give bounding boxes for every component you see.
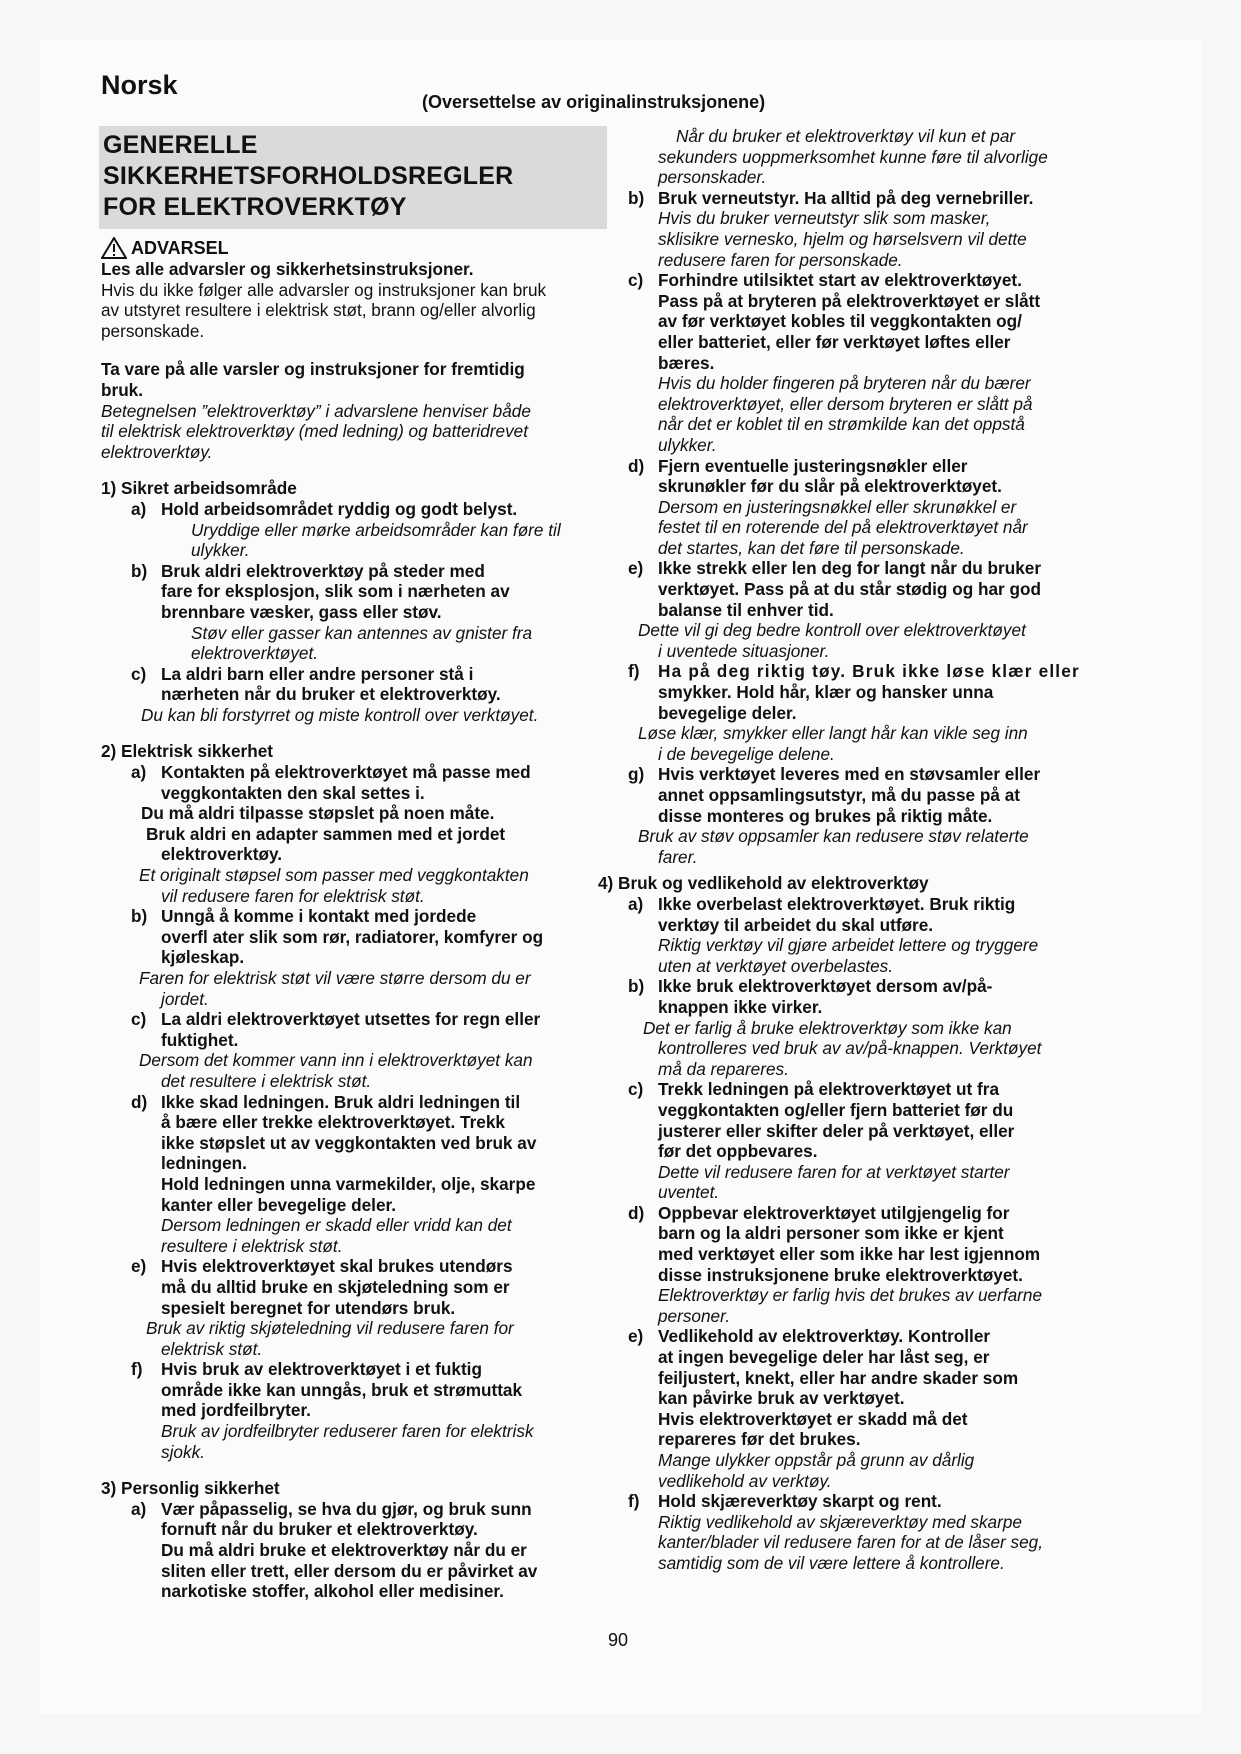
item-note: Riktig vedlikehold av skjæreverktøy med skarpe xyxy=(658,1511,1022,1532)
item-note: det resultere i elektrisk støt. xyxy=(161,1070,372,1091)
list-item: a) Kontakten på elektroverktøyet må passe med veggkontakten den skal settes i. xyxy=(131,762,531,803)
item-note: Hvis du bruker verneutstyr slik som masker, xyxy=(658,208,991,229)
section-banner xyxy=(99,126,607,229)
item-note: Et originalt støpsel som passer med veggkontakten xyxy=(139,865,529,886)
item-note: det startes, kan det føre til personskade. xyxy=(658,537,965,558)
section-title: 2) Elektrisk sikkerhet xyxy=(101,741,273,762)
item-note: Løse klær, smykker eller langt hår kan vikle seg inn xyxy=(638,723,1028,744)
item-note: kanter/blader vil redusere faren for at de låser seg, xyxy=(658,1532,1044,1553)
item-note: jordet. xyxy=(161,988,209,1009)
warning-label: ADVARSEL xyxy=(131,237,229,258)
list-item: d) Oppbevar elektroverktøyet utilgjengelig for barn og la aldri personer som ikke er kjent med verktøyet eller som ikke har lest igjennom disse instruksjonene bruke elektroverktøyet. xyxy=(628,1202,1041,1285)
item-note: Uryddige eller mørke arbeidsområder kan føre til xyxy=(191,519,561,540)
list-item: b) Bruk verneutstyr. Ha alltid på deg vernebriller. xyxy=(628,187,1034,208)
item-note: Når du bruker et elektroverktøy vil kun et par xyxy=(676,126,1016,146)
list-item: f) Hvis bruk av elektroverktøyet i et fuktig område ikke kan unngås, bruk et strømuttak med jordfeilbryter. xyxy=(131,1359,523,1421)
keep-text: elektroverktøy. xyxy=(101,441,213,462)
banner-line: FOR ELEKTROVERKTØY xyxy=(103,193,407,221)
item-note: redusere faren for personskade. xyxy=(658,249,903,270)
item-note: Du kan bli forstyrret og miste kontroll over verktøyet. xyxy=(141,704,539,725)
list-item: e) Vedlikehold av elektroverktøy. Kontroller at ingen bevegelige deler har låst seg, er feiljustert, knekt, eller har andre skader som kan påvirke bruk av verktøyet. Hvis elektroverktøyet er skadd må det repareres før det brukes. xyxy=(628,1326,1019,1450)
warning-text: Hvis du ikke følger alle advarsler og instruksjoner kan bruk xyxy=(101,279,547,300)
item-note: Bruk av riktig skjøteledning vil redusere faren for xyxy=(146,1318,514,1339)
item-note: i de bevegelige delene. xyxy=(658,743,835,764)
item-note: elektrisk støt. xyxy=(161,1338,263,1359)
item-note: vil redusere faren for elektrisk støt. xyxy=(161,885,425,906)
item-note: festet til en roterende del på elektroverktøyet når xyxy=(658,517,1028,538)
warning-heading: Les alle advarsler og sikkerhetsinstruksjoner. xyxy=(101,259,474,279)
left-column xyxy=(101,126,621,1602)
item-note: sklisikre vernesko, hjelm og hørselsvern vil dette xyxy=(658,228,1027,249)
item-note: Dette vil redusere faren for at verktøyet starter xyxy=(658,1161,1010,1182)
right-column xyxy=(598,126,1148,1574)
item-text: Bruk aldri en adapter sammen med et jordet xyxy=(146,823,506,844)
banner-line: SIKKERHETSFORHOLDSREGLER xyxy=(103,162,514,190)
list-item: b) Bruk aldri elektroverktøy på steder med fare for eksplosjon, slik som i nærheten av brennbare væsker, gass eller støv. xyxy=(131,560,510,622)
list-item: f) Hold skjæreverktøy skarpt og rent. xyxy=(628,1491,942,1512)
list-item: f) Ha på deg riktig tøy. Bruk ikke løse klær eller smykker. Hold hår, klær og hansker unna bevegelige deler. xyxy=(628,661,1080,723)
keep-heading: Ta vare på alle varsler og instruksjoner for fremtidig xyxy=(101,359,525,380)
list-item: a) Hold arbeidsområdet ryddig og godt belyst. xyxy=(131,498,518,519)
language-heading: Norsk xyxy=(101,70,178,100)
item-text: elektroverktøy. xyxy=(161,844,283,865)
item-note: Riktig verktøy vil gjøre arbeidet lettere og tryggere xyxy=(658,935,1039,956)
item-note: ulykker. xyxy=(191,540,250,561)
item-note: personskader. xyxy=(658,167,767,188)
list-item: c) La aldri barn eller andre personer stå i nærheten når du bruker et elektroverktøy. xyxy=(131,663,501,705)
item-note: Dette vil gi deg bedre kontroll over elektroverktøyet xyxy=(638,620,1026,641)
item-note: Faren for elektrisk støt vil være større dersom du er xyxy=(139,968,531,988)
list-item: b) Ikke bruk elektroverktøyet dersom av/på- knappen ikke virker. xyxy=(628,976,993,1017)
list-item: c) Forhindre utilsiktet start av elektroverktøyet. Pass på at bryteren på elektroverktøyet er slått av før verktøyet kobles til veggkontakten og/ eller batteriet, eller før verktøyet løftes eller bæres. xyxy=(628,270,1041,373)
item-note: personer. xyxy=(658,1305,730,1326)
item-note: sekunders uoppmerksomhet kunne føre til alvorlige xyxy=(658,146,1048,167)
item-note: Bruk av støv oppsamler kan redusere støv relaterte xyxy=(638,826,1029,847)
section-title: 3) Personlig sikkerhet xyxy=(101,1478,280,1499)
warning-text: av utstyret resultere i elektrisk støt, brann og/eller alvorlig xyxy=(101,300,536,321)
item-note: i uventede situasjoner. xyxy=(658,640,830,661)
page-number: 90 xyxy=(608,1630,629,1650)
list-item: d) Ikke skad ledningen. Bruk aldri ledningen til å bære eller trekke elektroverktøyet. Trekk ikke støpslet ut av veggkontakten ved bruk av ledningen. Hold ledningen unna varmekilder, olje, skarpe kanter eller bevegelige deler. xyxy=(131,1091,537,1215)
list-item: a) Ikke overbelast elektroverktøyet. Bruk riktig verktøy til arbeidet du skal utføre. xyxy=(628,893,1016,935)
item-text: Du må aldri tilpasse støpslet på noen måte. xyxy=(141,803,495,824)
list-item: a) Vær påpasselig, se hva du gjør, og bruk sunn fornuft når du bruker et elektroverktøy. Du må aldri bruke et elektroverktøy når du er sliten eller trett, eller dersom du er påvirket av narkotiske stoffer, alkohol eller medisiner. xyxy=(131,1498,538,1602)
list-item: d) Fjern eventuelle justeringsnøkler eller skrunøkler før du slår på elektroverktøyet. xyxy=(628,455,1002,497)
item-note: elektroverktøyet, eller dersom bryteren er slått på xyxy=(658,393,1033,414)
list-item: c) La aldri elektroverktøyet utsettes for regn eller fuktighet. xyxy=(131,1009,541,1050)
section-title: 1) Sikret arbeidsområde xyxy=(101,478,297,499)
list-item: e) Hvis elektroverktøyet skal brukes utendørs må du alltid bruke en skjøteledning som er spesielt beregnet for utendørs bruk. xyxy=(131,1256,513,1318)
item-note: Støv eller gasser kan antennes av gnister fra xyxy=(191,622,533,643)
banner-line: GENERELLE xyxy=(103,131,258,159)
item-note: uten at verktøyet overbelastes. xyxy=(658,955,894,976)
item-note: farer. xyxy=(658,846,698,867)
warning-label-row xyxy=(101,237,621,259)
list-item: c) Trekk ledningen på elektroverktøyet ut fra veggkontakten og/eller fjern batteriet før du justerer eller skifter deler på verktøyet, eller før det oppbevares. xyxy=(628,1079,1015,1162)
item-note: elektroverktøyet. xyxy=(191,643,319,664)
item-note: kontrolleres ved bruk av av/på-knappen. Verktøyet xyxy=(658,1038,1042,1059)
item-note: resultere i elektrisk støt. xyxy=(161,1235,343,1256)
item-note: Mange ulykker oppstår på grunn av dårlig xyxy=(658,1450,975,1470)
item-note: når det er koblet til en strømkilde kan det oppstå xyxy=(658,414,1025,435)
list-item: b) Unngå å komme i kontakt med jordede overfl ater slik som rør, radiatorer, komfyrer og kjøleskap. xyxy=(131,906,544,968)
item-note: sjokk. xyxy=(161,1441,205,1462)
list-item: e) Ikke strekk eller len deg for langt når du bruker verktøyet. Pass på at du står stødig og har god balanse til enhver tid. xyxy=(628,558,1042,620)
translation-subtitle: (Oversettelse av originalinstruksjonene) xyxy=(422,92,766,112)
item-note: Dersom en justeringsnøkkel eller skrunøkkel er xyxy=(658,496,1017,517)
item-note: Det er farlig å bruke elektroverktøy som ikke kan xyxy=(643,1017,1012,1038)
warning-text: personskade. xyxy=(101,320,205,341)
section-title: 4) Bruk og vedlikehold av elektroverktøy xyxy=(598,873,929,894)
item-note: uventet. xyxy=(658,1182,720,1203)
item-note: vedlikehold av verktøy. xyxy=(658,1470,832,1491)
item-note: Elektroverktøy er farlig hvis det brukes av uerfarne xyxy=(658,1285,1043,1306)
item-note: må da repareres. xyxy=(658,1058,789,1079)
warning-triangle-icon xyxy=(101,237,127,259)
item-note: Bruk av jordfeilbryter reduserer faren for elektrisk xyxy=(161,1421,534,1442)
item-note: samtidig som de vil være lettere å kontrollere. xyxy=(658,1552,1005,1573)
keep-text: Betegnelsen ”elektroverktøy” i advarslene henviser både xyxy=(101,400,531,421)
keep-text: til elektrisk elektroverktøy (med ledning) og batteridrevet xyxy=(101,421,528,442)
item-note: ulykker. xyxy=(658,434,717,455)
item-note: Dersom ledningen er skadd eller vridd kan det xyxy=(161,1215,512,1236)
list-item: g) Hvis verktøyet leveres med en støvsamler eller annet oppsamlingsutstyr, må du passe på at disse monteres og brukes på riktig måte. xyxy=(628,764,1041,826)
item-note: Hvis du holder fingeren på bryteren når du bærer xyxy=(658,373,1031,394)
item-note: Dersom det kommer vann inn i elektroverktøyet kan xyxy=(139,1050,533,1071)
keep-heading: bruk. xyxy=(101,379,144,400)
